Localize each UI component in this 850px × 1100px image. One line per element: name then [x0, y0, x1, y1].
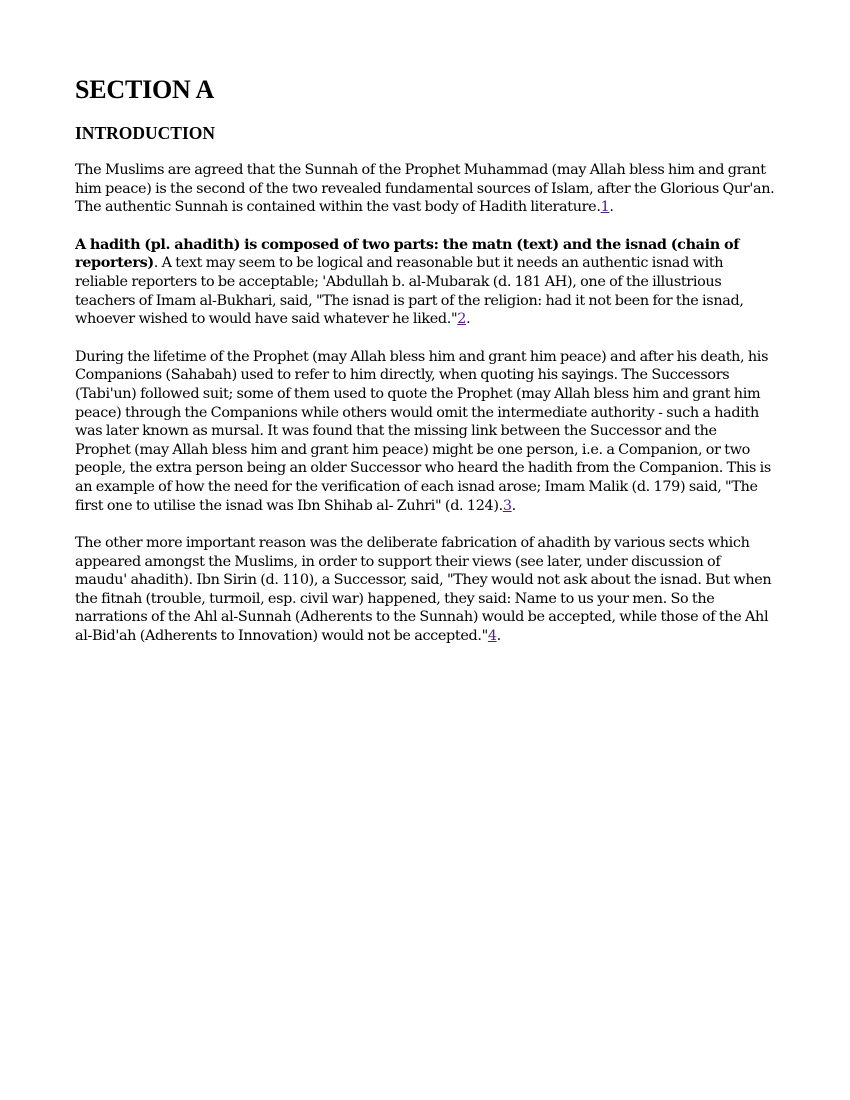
footnote-link-2[interactable]: 2 — [457, 311, 467, 328]
paragraph-4-end: . — [496, 628, 501, 645]
paragraph-2 — [75, 236, 775, 329]
paragraph-2-end: . — [466, 311, 471, 328]
paragraph-2-bold: A hadith (pl. ahadith) is composed of two parts: the matn (text) and the isnad (chain of reporters) — [75, 235, 740, 272]
paragraph-3 — [75, 348, 775, 515]
introduction-heading: INTRODUCTION — [75, 123, 216, 143]
paragraph-4-text: The other more important reason was the deliberate fabrication of ahadith by various sects which appeared amongst the Muslims, in order to support their views (see later, under discussion of maudu' ahadith). Ibn Sirin (d. 110), a Successor, said, "They would not ask about the isnad. But when the fitnah (trouble, turmoil, esp. civil war) happened, they said: Name to us your men. So the narrations of the Ahl al-Sunnah (Adherents to the Sunnah) would be accepted, while those of the Ahl al-Bid'ah (Adherents to Innovation) would not be accepted." — [75, 535, 772, 645]
document-page — [75, 74, 775, 665]
paragraph-1 — [75, 161, 775, 217]
footnote-link-1[interactable]: 1 — [600, 199, 610, 216]
footnote-link-3[interactable]: 3 — [502, 497, 512, 514]
footnote-link-4[interactable]: 4 — [487, 628, 497, 645]
paragraph-1-end: . — [609, 199, 614, 216]
section-title: SECTION A — [75, 75, 215, 104]
paragraph-3-end: . — [511, 497, 516, 514]
paragraph-2-text: . A text may seem to be logical and reasonable but it needs an authentic isnad with reliable reporters to be acceptable; 'Abdullah b. al-Mubarak (d. 181 AH), one of the illustrious teachers of Imam al-Bukhari, said, "The isnad is part of the religion: had it not been for the isnad, whoever wished to would have said whatever he liked." — [75, 255, 744, 328]
paragraph-4 — [75, 534, 775, 646]
paragraph-3-text: During the lifetime of the Prophet (may Allah bless him and grant him peace) and after his death, his Companions (Sahabah) used to refer to him directly, when quoting his sayings. The Successors (Tabi'un) followed suit; some of them used to quote the Prophet (may Allah bless him and grant him peace) through the Companions while others would omit the intermediate authority - such a hadith was later known as mursal. It was found that the missing link between the Successor and the Prophet (may Allah bless him and grant him peace) might be one person, i.e. a Companion, or two people, the extra person being an older Successor who heard the hadith from the Companion. This is an example of how the need for the verification of each isnad arose; Imam Malik (d. 179) said, "The first one to utilise the isnad was Ibn Shihab al- Zuhri" (d. 124). — [75, 348, 771, 514]
paragraph-1-text: The Muslims are agreed that the Sunnah of the Prophet Muhammad (may Allah bless him and grant him peace) is the second of the two revealed fundamental sources of Islam, after the Glorious Qur'an. The authentic Sunnah is contained within the vast body of Hadith literature. — [75, 162, 775, 216]
